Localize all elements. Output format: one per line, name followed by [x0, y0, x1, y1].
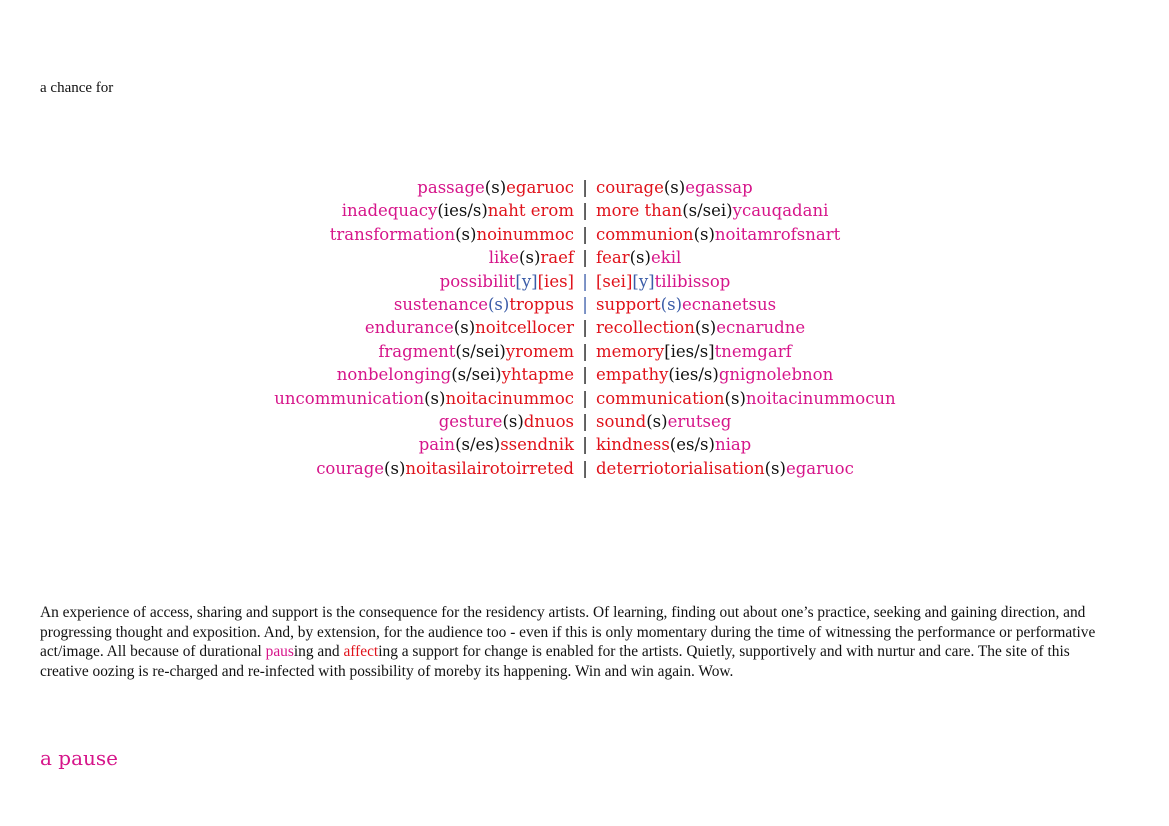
poem-separator: |: [582, 224, 588, 244]
poem-right-phrase: [596, 246, 681, 269]
poem-fragment: (s): [764, 458, 786, 478]
poem-fragment: (s): [646, 411, 668, 431]
poem-fragment: courage: [596, 178, 664, 197]
poem-separator: |: [582, 271, 588, 291]
poem-fragment: dnuos: [523, 411, 574, 431]
poem-fragment: empathy: [596, 365, 669, 385]
poem-fragment: deterriotorialisation: [596, 458, 765, 478]
poem-fragment: ekil: [650, 248, 682, 268]
poem-fragment: pain: [418, 435, 456, 455]
poem-left-phrase: [0, 363, 574, 386]
poem-fragment: (s/sei): [455, 341, 506, 361]
poem-right-phrase: [596, 340, 792, 363]
poem-right-phrase: [596, 270, 730, 293]
poem-fragment: noinummoc: [476, 224, 574, 244]
poem-fragment: gnignolebnon: [718, 365, 834, 385]
poem-fragment: uncommunication: [274, 388, 425, 408]
poem-line: [0, 246, 1169, 269]
poem-fragment: possibilit: [439, 271, 516, 291]
poem-right-phrase: [596, 387, 896, 410]
poem-fragment: nonbelonging: [336, 365, 452, 385]
poem-left-phrase: [0, 199, 574, 222]
poem-right-phrase: [596, 223, 840, 246]
poem-line: [0, 340, 1169, 363]
poem-separator: |: [582, 294, 588, 314]
poem-separator: |: [582, 341, 588, 361]
poem-fragment: (s): [484, 178, 507, 197]
poem-line: [0, 410, 1169, 433]
poem-separator: |: [582, 435, 588, 455]
poem-fragment: (s/sei): [682, 201, 733, 221]
poem-separator: |: [582, 365, 588, 385]
poem-fragment: support: [596, 294, 661, 314]
poem-right-phrase: [596, 316, 805, 339]
poem-right-phrase: [596, 457, 854, 480]
poem-fragment: inadequacy: [341, 201, 438, 221]
body-paragraph: [40, 603, 1120, 682]
poem-fragment: (s): [487, 294, 510, 314]
poem-separator: |: [582, 318, 588, 338]
poem-fragment: (s/sei): [451, 365, 502, 385]
poem-separator: |: [582, 201, 588, 221]
poem-left-phrase: [0, 246, 574, 269]
poem-left-phrase: [0, 293, 574, 316]
poem-left-phrase: [0, 316, 574, 339]
poem-fragment: raef: [540, 248, 574, 268]
paragraph-run: paus: [265, 643, 294, 661]
poem-fragment: [ies/s]: [664, 341, 715, 361]
poem-fragment: (s): [660, 294, 683, 314]
poem-right-phrase: [596, 199, 828, 222]
poem-line: [0, 363, 1169, 386]
poem-fragment: ycauqadani: [732, 201, 829, 221]
poem-fragment: naht erom: [487, 201, 574, 221]
poem-fragment: more than: [596, 201, 683, 221]
poem-fragment: fragment: [378, 341, 456, 361]
poem-line: [0, 316, 1169, 339]
poem-fragment: noitacinummoc: [445, 388, 574, 408]
poem-left-phrase: [0, 340, 574, 363]
poem-line: [0, 433, 1169, 456]
poem-left-phrase: [0, 270, 574, 293]
poem-fragment: [ies]: [537, 271, 574, 291]
poem-fragment: yromem: [505, 341, 574, 361]
poem-fragment: sustenance: [393, 294, 488, 314]
poem-fragment: passage: [417, 178, 485, 197]
poem-fragment: (s): [519, 248, 541, 268]
poem-fragment: communion: [596, 224, 694, 244]
poem-separator: |: [582, 178, 588, 197]
poem-line: [0, 176, 1169, 199]
poem-left-phrase: [0, 387, 574, 410]
poem-fragment: (s): [663, 178, 686, 197]
poem-fragment: (s): [424, 388, 446, 408]
paragraph-run: An experience of access, sharing and support is the consequence for the residency artists. Of learning, finding out about one’s practice, seeking and gaining direction, and progressing thought and exposition. And, by extension, for the audience too - even if this is only momentary during the time of witnessing the performance or performative act/image. All because of durational: [40, 604, 1096, 661]
poem-line: [0, 293, 1169, 316]
poem-right-phrase: [596, 433, 751, 456]
poem-separator: |: [582, 248, 588, 268]
poem-fragment: (s): [694, 318, 717, 338]
poem-line: [0, 457, 1169, 480]
poem-fragment: noitamrofsnart: [714, 224, 841, 244]
poem-line: [0, 270, 1169, 293]
poem-fragment: tnemgarf: [714, 341, 792, 361]
poem-fragment: kindness: [596, 435, 670, 455]
poem-fragment: niap: [714, 435, 752, 455]
poem-right-phrase: [596, 176, 753, 199]
poem-fragment: [sei]: [596, 271, 633, 291]
poem-left-phrase: [0, 176, 574, 199]
poem-fragment: (s): [724, 388, 746, 408]
poem-separator: |: [582, 458, 588, 478]
poem-fragment: gesture: [438, 411, 503, 431]
poem-fragment: egassap: [685, 178, 753, 197]
poem-fragment: yhtapme: [501, 365, 574, 385]
poem-fragment: ecnarudne: [716, 318, 806, 338]
poem-fragment: courage: [316, 458, 385, 478]
poem-line: [0, 223, 1169, 246]
poem-fragment: egaruoc: [785, 458, 854, 478]
poem-fragment: (ies/s): [668, 365, 719, 385]
poem-left-phrase: [0, 457, 574, 480]
poem-fragment: recollection: [596, 318, 695, 338]
section-heading: a pause: [40, 746, 118, 770]
poem-fragment: egaruoc: [506, 178, 574, 197]
poem-fragment: (s/es): [455, 435, 501, 455]
paragraph-run: affect: [343, 643, 379, 661]
poem-right-phrase: [596, 410, 731, 433]
poem-fragment: noitcellocer: [475, 318, 574, 338]
poem-fragment: [y]: [632, 271, 655, 291]
poem-fragment: (s): [629, 248, 651, 268]
poem-left-phrase: [0, 410, 574, 433]
poem-fragment: fear: [596, 248, 630, 268]
poem-fragment: (s): [502, 411, 524, 431]
mirrored-word-poem: [0, 176, 1169, 480]
poem-line: [0, 387, 1169, 410]
poem-right-phrase: [596, 293, 776, 316]
poem-fragment: tilibissop: [654, 271, 731, 291]
intro-text: a chance for: [40, 80, 114, 96]
poem-fragment: (ies/s): [437, 201, 488, 221]
poem-fragment: (es/s): [669, 435, 715, 455]
poem-separator: |: [582, 388, 588, 408]
poem-fragment: noitasilairotoirreted: [405, 458, 574, 478]
poem-right-phrase: [596, 363, 833, 386]
poem-left-phrase: [0, 433, 574, 456]
poem-fragment: [y]: [515, 271, 538, 291]
poem-fragment: (s): [693, 224, 715, 244]
poem-fragment: like: [488, 248, 520, 268]
poem-fragment: sound: [596, 411, 647, 431]
poem-fragment: (s): [384, 458, 406, 478]
poem-fragment: noitacinummocun: [745, 388, 896, 408]
poem-fragment: endurance: [364, 318, 454, 338]
poem-fragment: transformation: [329, 224, 456, 244]
poem-separator: |: [582, 411, 588, 431]
paragraph-run: ing and: [293, 643, 344, 661]
paragraph-run: ing a support for change is enabled for the artists. Quietly, supportively and with nurtur and care. The site of this creative oozing is re-charged and re-infected with possibility of moreby its happening. Win and win again. Wow.: [40, 643, 1070, 681]
poem-fragment: memory: [596, 341, 665, 361]
poem-fragment: (s): [455, 224, 477, 244]
poem-fragment: communication: [596, 388, 725, 408]
poem-fragment: erutseg: [667, 411, 732, 431]
poem-fragment: ecnanetsus: [682, 294, 777, 314]
poem-fragment: ssendnik: [500, 435, 574, 455]
poem-line: [0, 199, 1169, 222]
poem-fragment: (s): [453, 318, 476, 338]
poem-left-phrase: [0, 223, 574, 246]
poem-fragment: troppus: [509, 294, 574, 314]
